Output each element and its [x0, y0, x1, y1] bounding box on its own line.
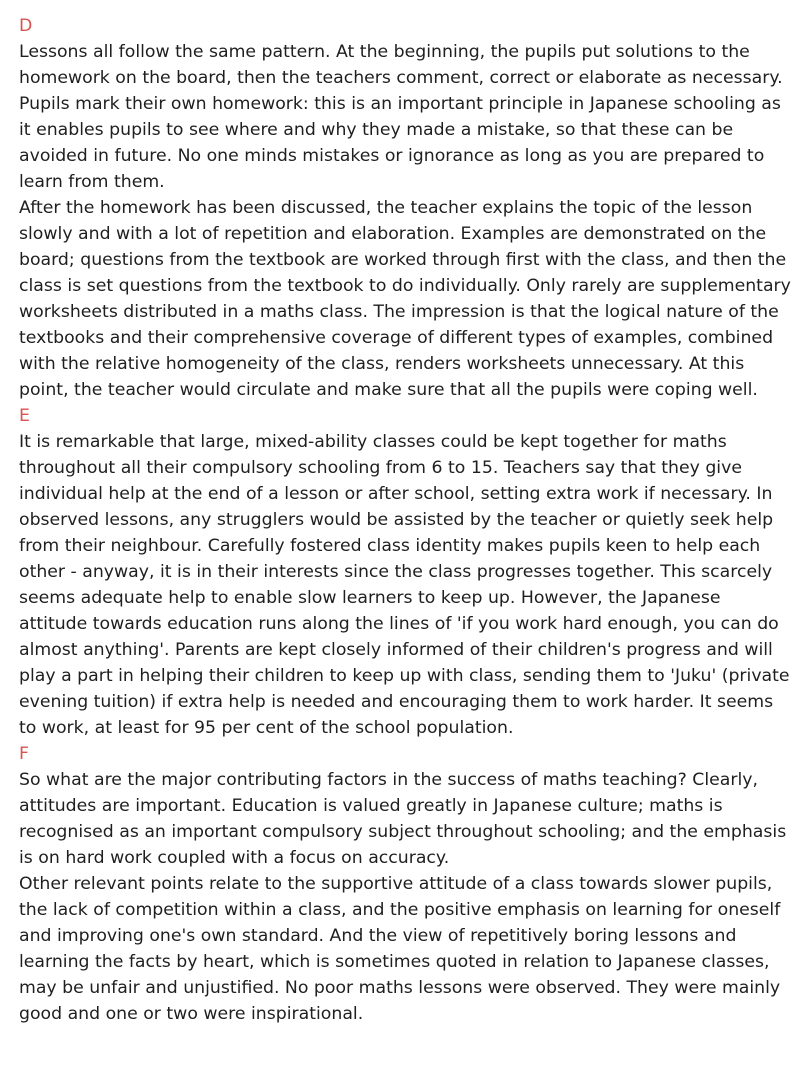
section-d	[19, 13, 794, 403]
section-e	[19, 403, 794, 741]
section-e-paragraph-1: It is remarkable that large, mixed-ability classes could be kept together for maths throughout all their compulsory schooling from 6 to 15. Teachers say that they give individual help at the end of a lesson or after school, setting extra work if necessary. In observed lessons, any strugglers would be assisted by the teacher or quietly seek help from their neighbour. Carefully fostered class identity makes pupils keen to help each other - anyway, it is in their interests since the class progresses together. This scarcely seems adequate help to enable slow learners to keep up. However, the Japanese attitude towards education runs along the lines of 'if you work hard enough, you can do almost anything'. Parents are kept closely informed of their children's progress and will play a part in helping their children to keep up with class, sending them to 'Juku' (private evening tuition) if extra help is needed and encouraging them to work harder. It seems to work, at least for 95 per cent of the school population.	[19, 432, 790, 738]
section-f-paragraph-1: So what are the major contributing factors in the success of maths teaching? Clearly, attitudes are important. Education is valued greatly in Japanese culture; maths is recognised as an important compulsory subject throughout schooling; and the emphasis is on hard work coupled with a focus on accuracy.	[19, 770, 787, 868]
document-body	[19, 13, 794, 1027]
section-label-d: D	[19, 16, 33, 36]
section-f	[19, 741, 794, 1027]
section-label-f: F	[19, 744, 29, 764]
section-d-paragraph-1: Lessons all follow the same pattern. At the beginning, the pupils put solutions to the homework on the board, then the teachers comment, correct or elaborate as necessary. Pupils mark their own homework: this is an important principle in Japanese schooling as it enables pupils to see where and why they made a mistake, so that these can be avoided in future. No one minds mistakes or ignorance as long as you are prepared to learn from them.	[19, 42, 783, 192]
section-f-paragraph-2: Other relevant points relate to the supportive attitude of a class towards slower pupils, the lack of competition within a class, and the positive emphasis on learning for oneself and improving one's own standard. And the view of repetitively boring lessons and learning the facts by heart, which is sometimes quoted in relation to Japanese classes, may be unfair and unjustified. No poor maths lessons were observed. They were mainly good and one or two were inspirational.	[19, 874, 781, 1024]
section-label-e: E	[19, 406, 30, 426]
section-d-paragraph-2: After the homework has been discussed, the teacher explains the topic of the lesson slowly and with a lot of repetition and elaboration. Examples are demonstrated on the board; questions from the textbook are worked through first with the class, and then the class is set questions from the textbook to do individually. Only rarely are supplementary worksheets distributed in a maths class. The impression is that the logical nature of the textbooks and their comprehensive coverage of different types of examples, combined with the relative homogeneity of the class, renders worksheets unnecessary. At this point, the teacher would circulate and make sure that all the pupils were coping well.	[19, 198, 791, 400]
